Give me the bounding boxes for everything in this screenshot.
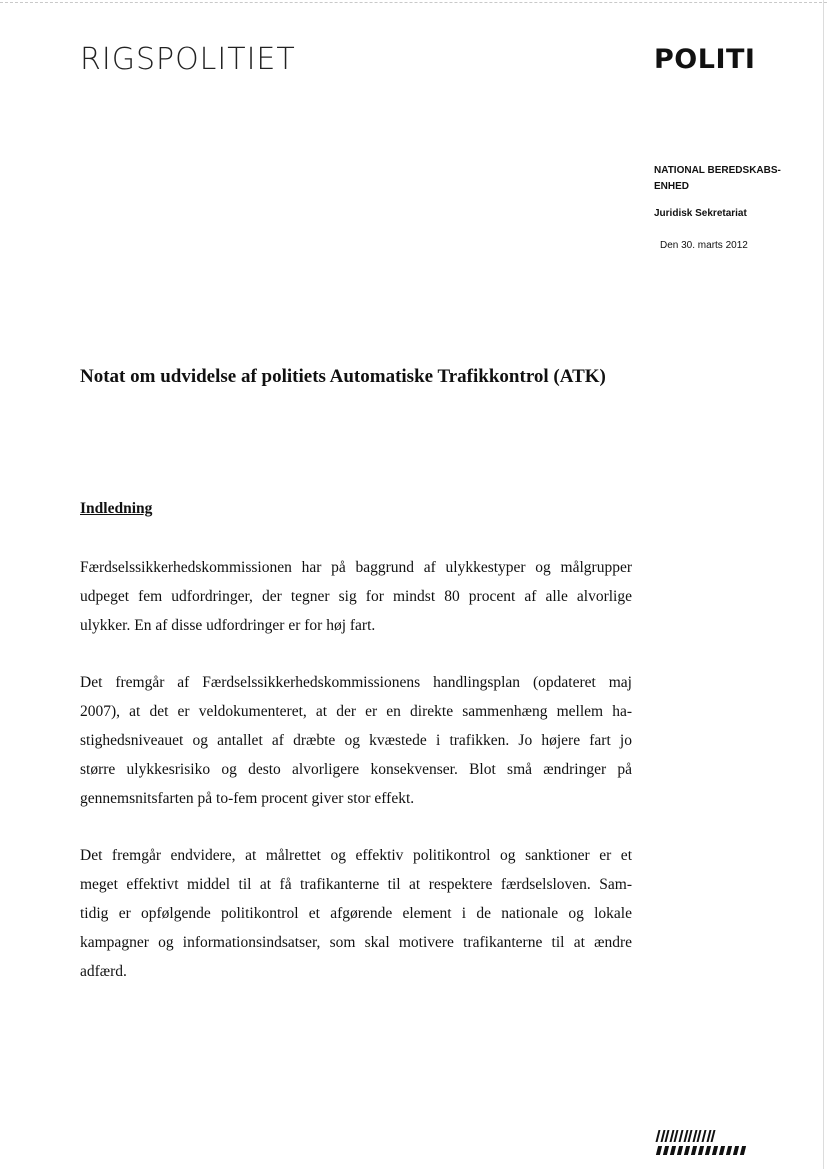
scan-edge-top <box>0 2 827 3</box>
document-title: Notat om udvidelse af politiets Automatiske Trafikkontrol (ATK) <box>80 366 606 387</box>
document-date: Den 30. marts 2012 <box>660 240 748 251</box>
paragraph-line: stighedsniveauet og antallet af dræbte og kvæstede i trafikken. Jo højere fart jo <box>80 732 632 749</box>
paragraph-line: tidig er opfølgende politikontrol et afgørende element i de nationale og lokale <box>80 905 632 922</box>
organization-name: RIGSPOLITIET <box>80 42 296 77</box>
paragraph-line: Det fremgår endvidere, at målrettet og effektiv politikontrol og sanktioner er et <box>80 847 632 864</box>
paragraph-line: ulykker. En af disse udfordringer er for høj fart. <box>80 617 376 634</box>
barcode-mark <box>657 1130 745 1155</box>
paragraph-line: 2007), at det er veldokumenteret, at der er en direkte sammenhæng mellem ha- <box>80 703 632 720</box>
paragraph-line: Færdselssikkerhedskommissionen har på baggrund af ulykkestyper og målgrupper <box>80 559 632 576</box>
paragraph-line: større ulykkesrisiko og desto alvorligere konsekvenser. Blot små ændringer på <box>80 761 632 778</box>
paragraph-line: adfærd. <box>80 963 127 980</box>
barcode-row-thin <box>657 1130 745 1142</box>
paragraph <box>80 553 632 640</box>
unit-name-line2: ENHED <box>654 181 690 192</box>
paragraph-line: Det fremgår af Færdselssikkerhedskommissionens handlingsplan (opdateret maj <box>80 674 632 691</box>
section-name: Juridisk Sekretariat <box>654 208 747 219</box>
paragraph-line: udpeget fem udfordringer, der tegner sig for mindst 80 procent af alle alvorlige <box>80 588 632 605</box>
unit-name-line1: NATIONAL BEREDSKABS- <box>654 165 781 176</box>
section-heading: Indledning <box>80 500 153 517</box>
barcode-row-bold <box>657 1146 745 1155</box>
paragraph-line: meget effektivt middel til at få trafikanterne til at respektere færdselsloven. Sam- <box>80 876 632 893</box>
paragraph-line: kampagner og informationsindsatser, som skal motivere trafikanterne til at ændre <box>80 934 632 951</box>
unit-name <box>654 163 781 195</box>
paragraph <box>80 841 632 986</box>
paragraph-line: gennemsnitsfarten på to-fem procent giver stor effekt. <box>80 790 415 807</box>
scan-edge-right <box>823 0 824 1169</box>
paragraph <box>80 668 632 813</box>
politi-logo: POLITI <box>654 44 756 75</box>
